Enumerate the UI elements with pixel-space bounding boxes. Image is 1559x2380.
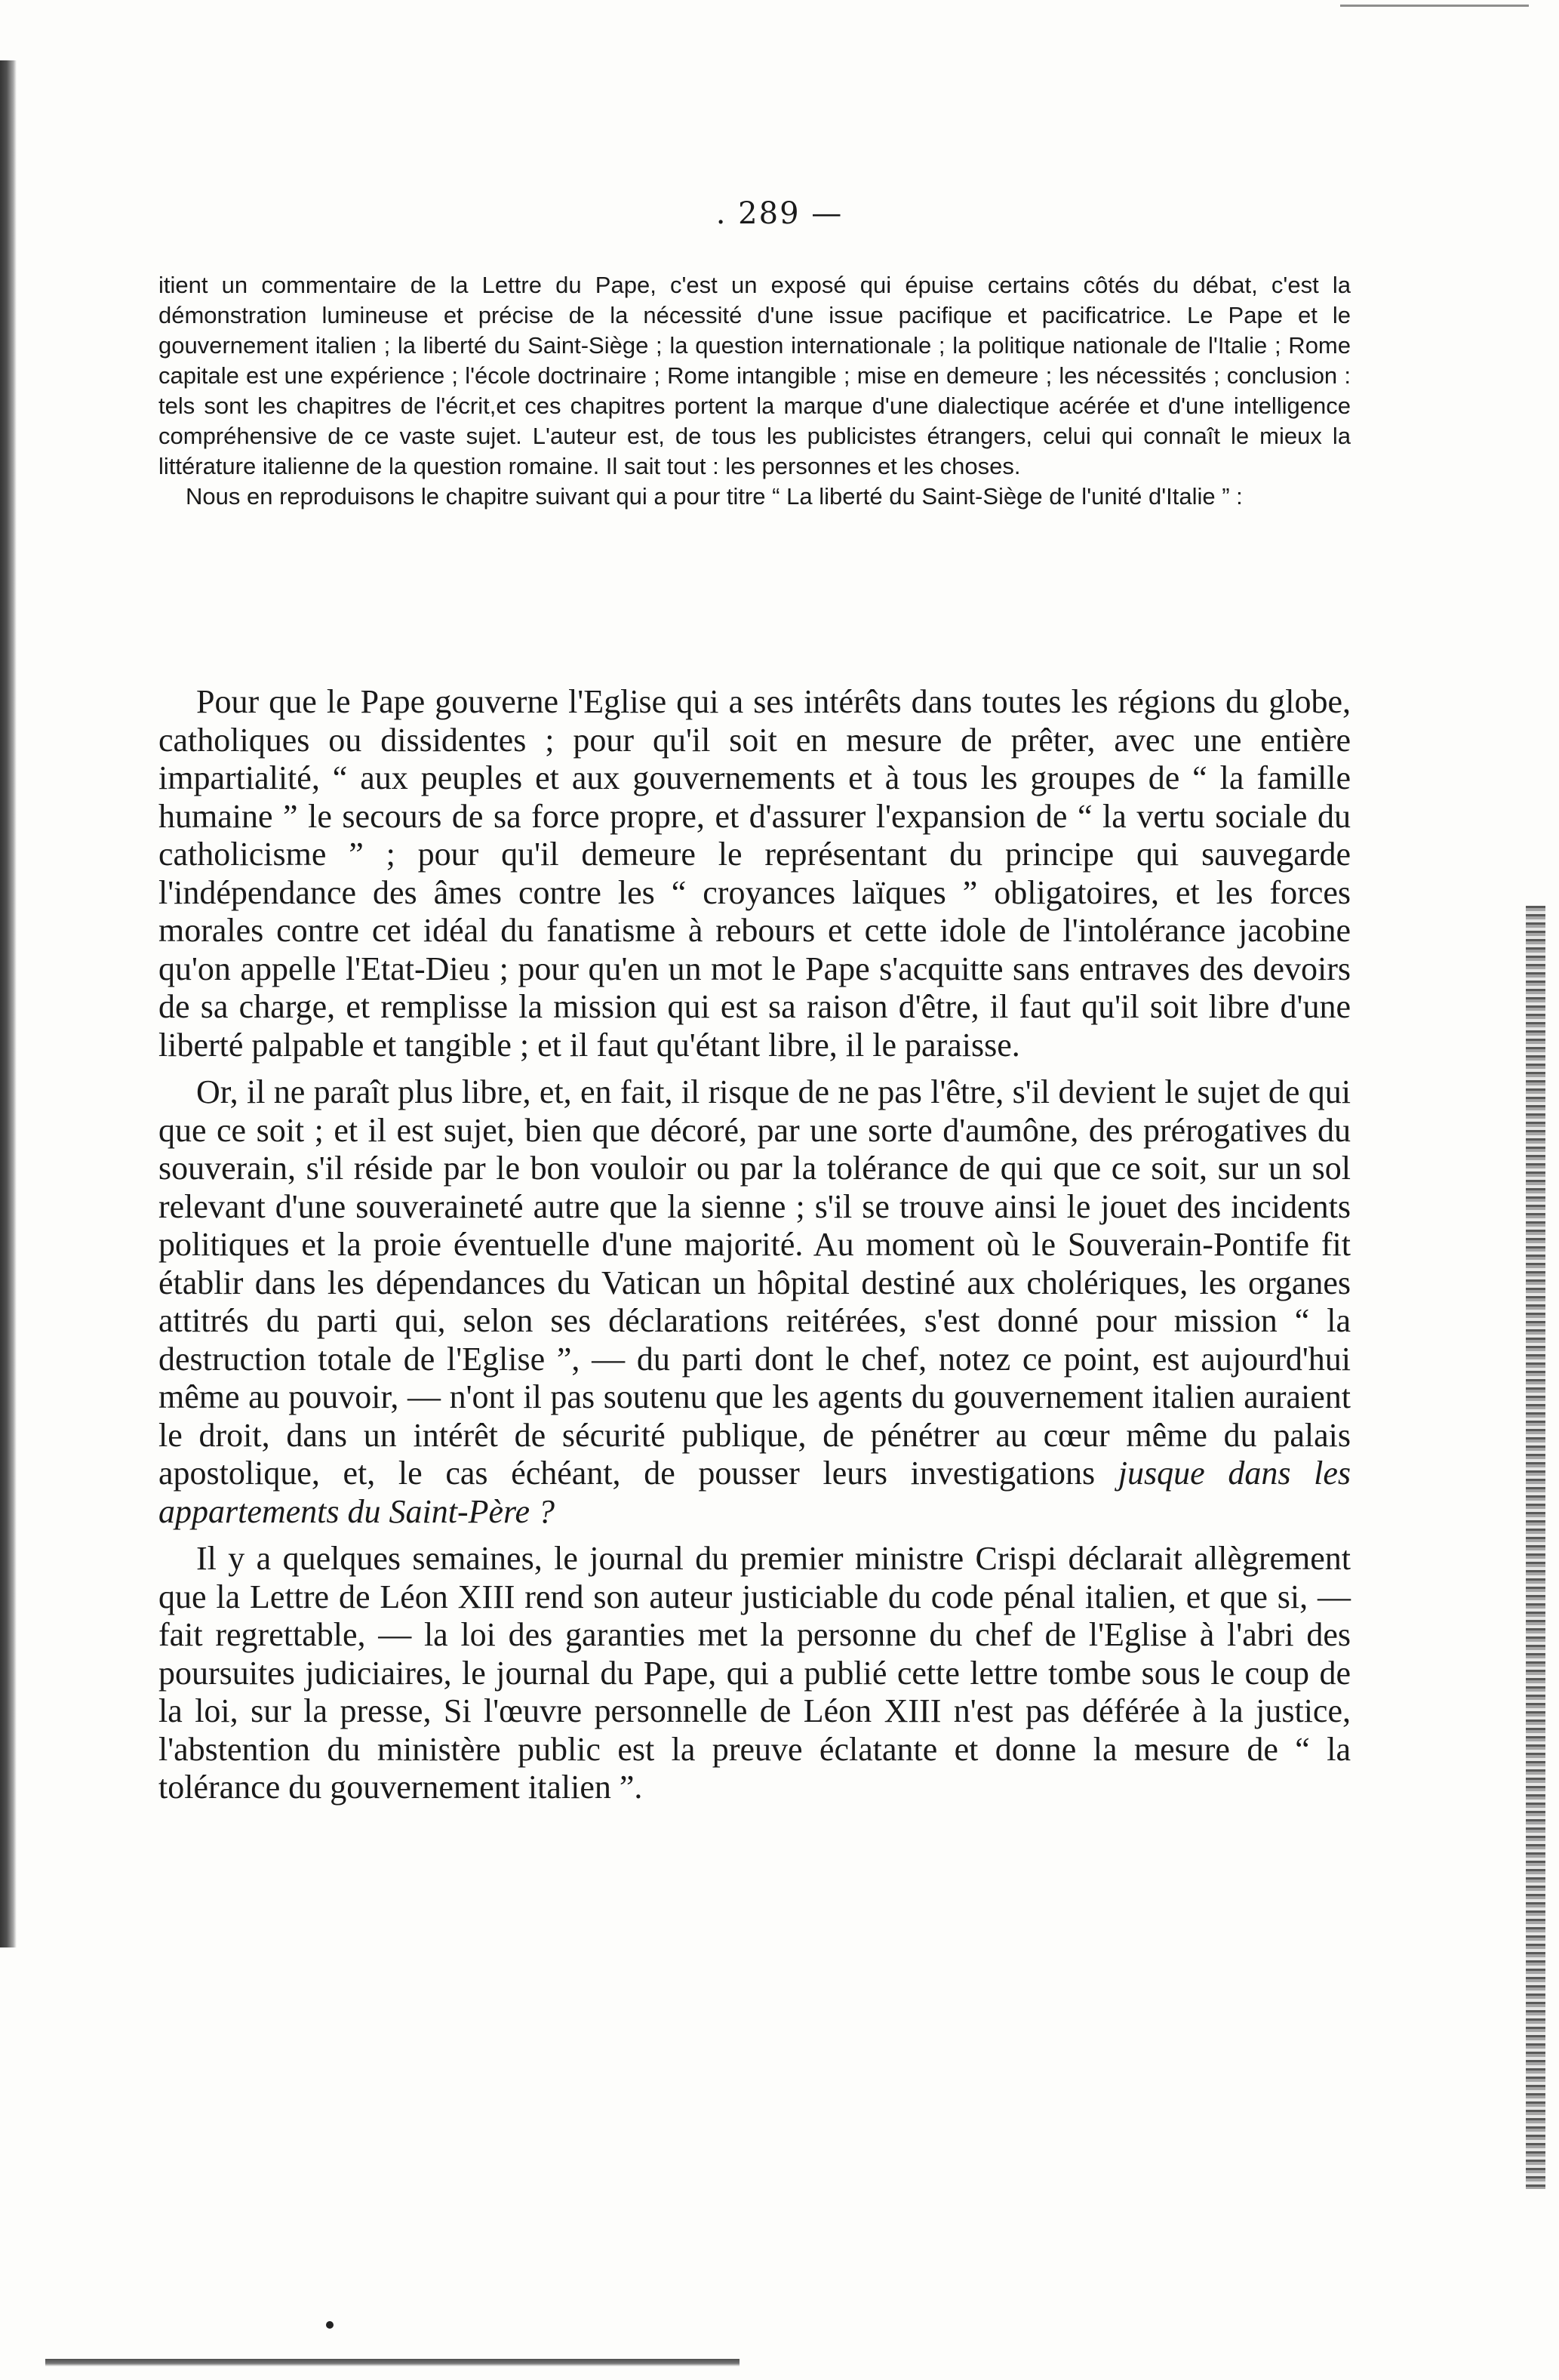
page-number: . 289 — — [715, 196, 844, 231]
body-paragraph-2-italic: jusque dans les appartements du Saint-Père ? — [158, 1455, 1351, 1530]
scan-shadow-left — [0, 60, 17, 1947]
intro-section — [158, 270, 1351, 512]
scan-binding-right — [1526, 906, 1545, 2189]
intro-paragraph-1: itient un commentaire de la Lettre du Pape, c'est un exposé qui épuise certains côtés du débat, c'est la démonstration lumineuse et précise de la nécessité d'une issue pacifique et pacificatrice. Le Pape et le gouvernement italien ; la liberté du Saint-Siège ; la question internationale ; la politique nationale de l'Italie ; Rome capitale est une expérience ; l'école doctrinaire ; Rome intangible ; mise en demeure ; les nécessités ; conclusion : tels sont les chapitres de l'écrit,et ces chapitres portent la marque d'une dialectique acérée et d'une intelligence compréhensive de ce vaste sujet. L'auteur est, de tous les publicistes étrangers, celui qui connaît le mieux la littérature italienne de la question romaine. Il sait tout : les personnes et les choses. — [158, 272, 1351, 479]
body-paragraph-3: Il y a quelques semaines, le journal du premier ministre Crispi déclarait allègrement que la Lettre de Léon XIII rend son auteur justiciable du code pénal italien, et que si, —fait regrettable, — la loi des garanties met la personne du chef de l'Eglise à l'abri des poursuites judiciaires, le journal du Pape, qui a publié cette lettre tombe sous le coup de la loi, sur la presse, Si l'œuvre personnelle de Léon XIII n'est pas déférée à la justice, l'abstention du ministère public est la preuve éclatante et donne la mesure de “ la tolérance du gouvernement italien ”. — [158, 1540, 1351, 1806]
body-paragraph-2 — [158, 1073, 1351, 1531]
body-paragraph-1: Pour que le Pape gouverne l'Eglise qui a ses intérêts dans toutes les régions du globe, catholiques ou dissidentes ; pour qu'il soit en mesure de prêter, avec une entière impartialité, “ aux peuples et aux gouvernements et à tous les groupes de “ la famille humaine ” le secours de sa force propre, et d'assurer l'expansion de “ la vertu sociale du catholicisme ” ; pour qu'il demeure le représentant du principe qui sauvegarde l'indépendance des âmes contre les “ croyances laïques ” obligatoires, et les forces morales contre cet idéal du fanatisme à rebours et cette idole de l'intolérance jacobine qu'on appelle l'Etat-Dieu ; pour qu'en un mot le Pape s'acquitte sans entraves des devoirs de sa charge, et remplisse la mission qui est sa raison d'être, il faut qu'il soit libre d'une liberté palpable et tangible ; et il faut qu'étant libre, il le paraisse. — [158, 683, 1351, 1064]
intro-paragraph-2: Nous en reproduisons le chapitre suivant qui a pour titre “ La liberté du Saint-Siège de l'unité d'Italie ” : — [186, 483, 1243, 510]
ink-dot — [326, 2321, 334, 2329]
body-paragraph-2-text: Or, il ne paraît plus libre, et, en fait, il risque de ne pas l'être, s'il devient le sujet de qui que ce soit ; et il est sujet, bien que décoré, par une sorte d'aumône, des prérogatives du souverain, s'il réside par le bon vouloir ou par la tolérance de qui que ce soit, sur un sol relevant d'une souveraineté autre que la sienne ; s'il se trouve ainsi le jouet des incidents politiques et la proie éventuelle d'une majorité. Au moment où le Souverain-Pontife fit établir dans les dépendances du Vatican un hôpital destiné aux cholériques, les organes attitrés du parti qui, selon ses déclarations reitérées, s'est donné pour mission “ la destruction totale de l'Eglise ”, — du parti dont le chef, notez ce point, est aujourd'hui même au pouvoir, — n'ont il pas soutenu que les agents du gouvernement italien auraient le droit, dans un intérêt de sécurité publique, de pénétrer au cœur même du palais apostolique, et, le cas échéant, de pousser leurs investigations — [158, 1073, 1351, 1492]
scan-shadow-bottom — [45, 2359, 740, 2366]
main-text — [158, 683, 1351, 1816]
scan-mark-top — [1340, 5, 1529, 7]
